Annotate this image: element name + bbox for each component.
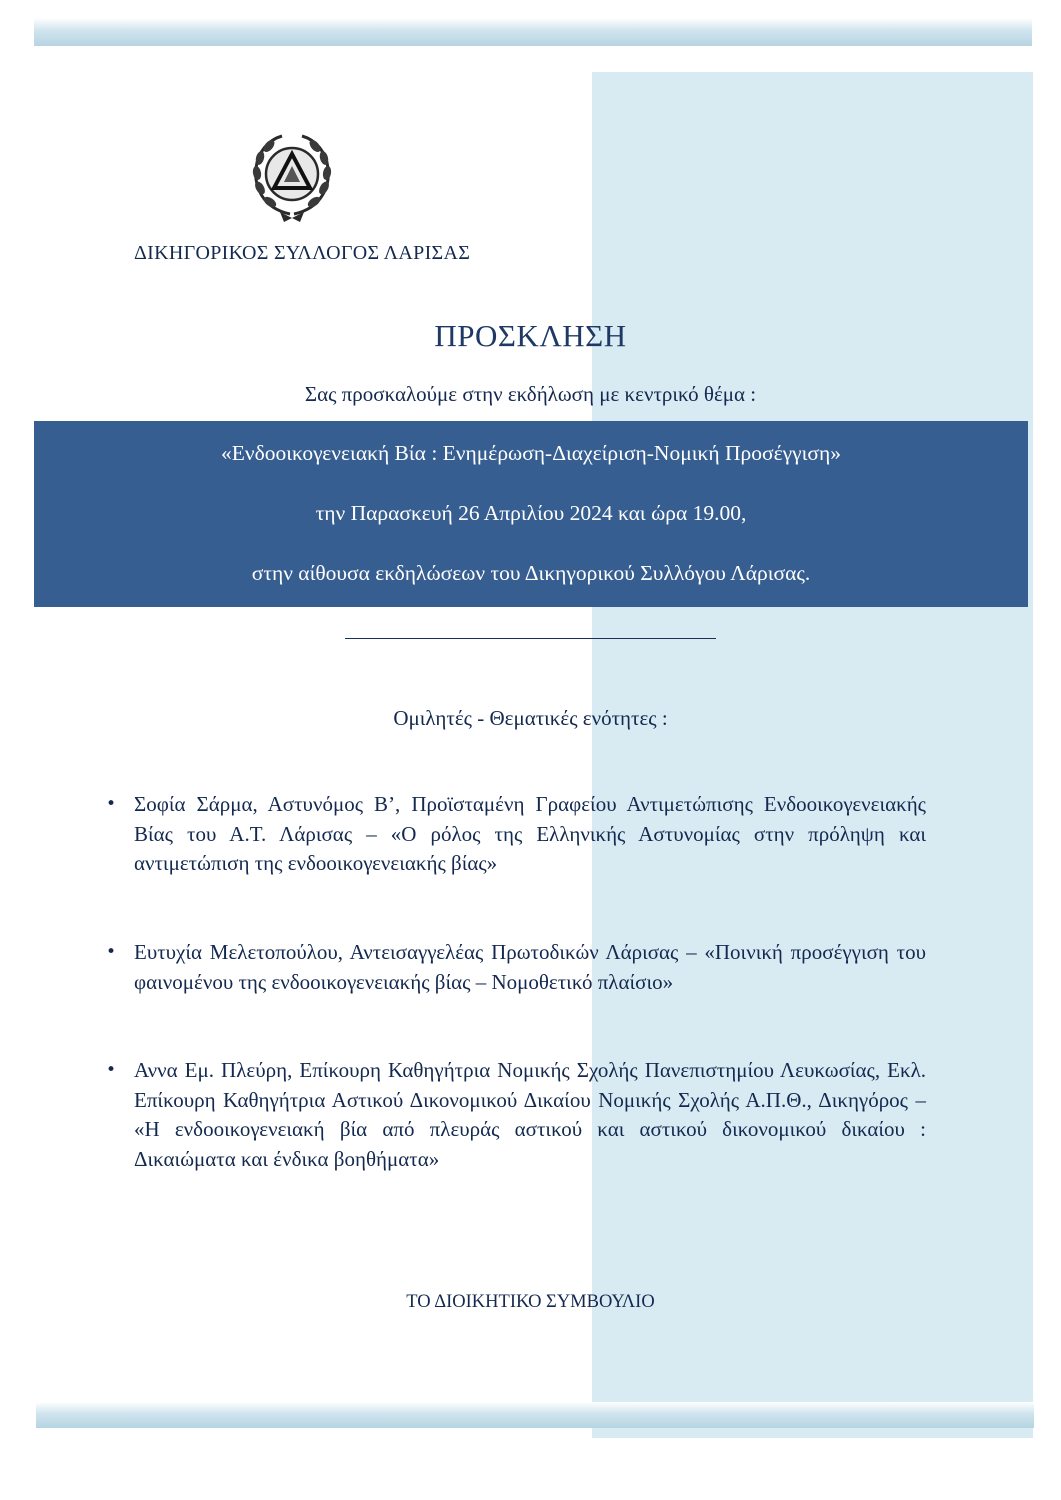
invitation-intro: Σας προσκαλούμε στην εκδήλωση με κεντρικό θέμα :: [304, 382, 757, 406]
event-datetime: την Παρασκευή 26 Απριλίου 2024 και ώρα 19.00,: [315, 501, 747, 525]
speaker-item: • Σοφία Σάρμα, Αστυνόμος Β’, Προϊσταμένη Γραφείου Αντιμετώπισης Ενδοοικογενειακής Βίας του Α.Τ. Λάρισας – «Ο ρόλος της Ελληνικής Αστυνομίας στην πρόληψη και αντιμετώπιση της ενδοοικογενειακής βίας»: [134, 790, 926, 879]
speaker-item: • Ευτυχία Μελετοπούλου, Αντεισαγγελέας Πρωτοδικών Λάρισας – «Ποινική προσέγγιση του φαινομένου της ενδοοικογενειακής βίας – Νομοθετικό πλαίσιο»: [134, 938, 926, 997]
event-venue: στην αίθουσα εκδηλώσεων του Δικηγορικού Συλλόγου Λάρισας.: [251, 561, 811, 585]
invitation-title: ΠΡΟΣΚΛΗΣΗ: [434, 318, 627, 353]
side-decorative-panel: [592, 72, 1033, 1438]
event-banner: [34, 421, 1028, 607]
speaker-item: • Αννα Εμ. Πλεύρη, Επίκουρη Καθηγήτρια Νομικής Σχολής Πανεπιστημίου Λευκωσίας, Εκλ. Επίκουρη Καθηγήτρια Αστικού Δικονομικού Δικαίου Νομικής Σχολής Α.Π.Θ., Δικηγόρος – «Η ενδοοικογενειακή βία από πλευράς αστικού και αστικού δικονομικού δικαίου : Δικαιώματα και ένδικα βοηθήματα»: [134, 1056, 926, 1174]
bar-association-logo: [250, 128, 334, 224]
organization-name: ΔΙΚΗΓΟΡΙΚΟΣ ΣΥΛΛΟΓΟΣ ΛΑΡΙΣΑΣ: [134, 242, 471, 264]
section-divider: [345, 638, 716, 639]
board-signature: ΤΟ ΔΙΟΙΚΗΤΙΚΟ ΣΥΜΒΟΥΛΙΟ: [406, 1292, 655, 1312]
bottom-decorative-bar: [36, 1402, 1034, 1428]
event-topic: «Ενδοοικογενειακή Βία : Ενημέρωση-Διαχείριση-Νομική Προσέγγιση»: [221, 441, 841, 465]
speakers-heading: Ομιλητές - Θεματικές ενότητες :: [393, 706, 668, 730]
top-decorative-bar: [34, 18, 1032, 46]
